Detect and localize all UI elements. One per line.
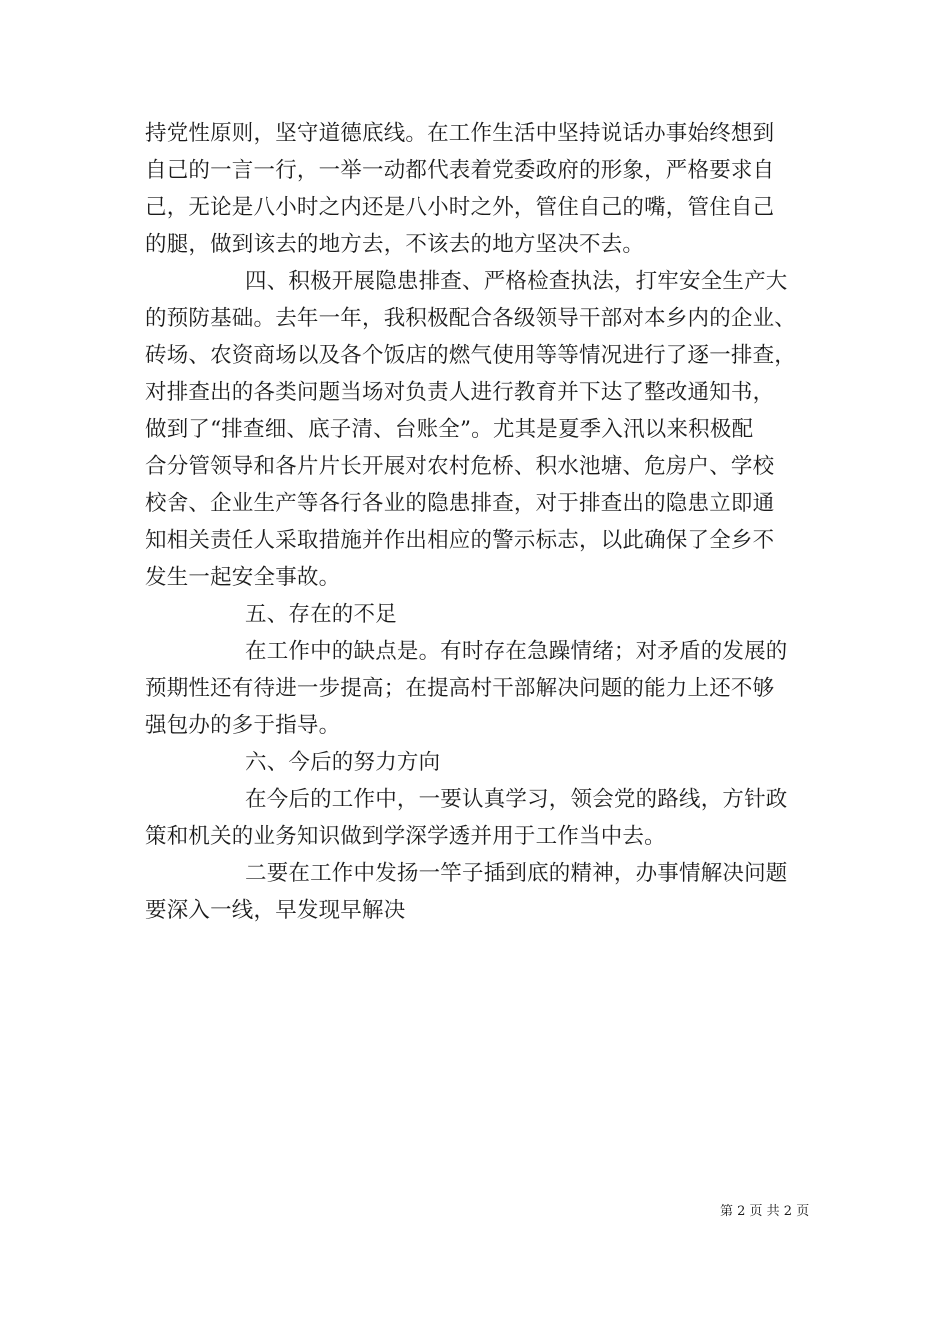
text-line: 对排查出的各类问题当场对负责人进行教育并下达了整改通知书， (145, 380, 775, 405)
paragraph-start-line: 在今后的工作中，一要认真学习，领会党的路线，方针政 (245, 787, 788, 812)
text-line: 校舍、企业生产等各行各业的隐患排查，对于排查出的隐患立即通 (145, 491, 775, 516)
text-line: 发生一起安全事故。 (145, 565, 341, 590)
text-line: 强包办的多于指导。 (145, 713, 341, 738)
text-line: 的预防基础。去年一年，我积极配合各级领导干部对本乡内的企业、 (145, 306, 797, 331)
text-line: 己，无论是八小时之内还是八小时之外，管住自己的嘴，管住自己 (145, 195, 775, 220)
text-line: 砖场、农资商场以及各个饭店的燃气使用等等情况进行了逐一排查， (145, 343, 797, 368)
text-line: 的腿，做到该去的地方去，不该去的地方坚决不去。 (145, 232, 645, 257)
text-line: 自己的一言一行，一举一动都代表着党委政府的形象，严格要求自 (145, 158, 775, 183)
document-body (145, 115, 811, 929)
text-line: 做到了“排查细、底子清、台账全”。尤其是夏季入汛以来积极配 (145, 417, 754, 442)
paragraph-start-line: 在工作中的缺点是。有时存在急躁情绪；对矛盾的发展的 (245, 639, 788, 664)
page-number-footer: 第 2 页 共 2 页 (720, 1204, 810, 1219)
section-heading-line: 四、积极开展隐患排查、严格检查执法，打牢安全生产大 (245, 269, 788, 294)
text-line: 策和机关的业务知识做到学深学透并用于工作当中去。 (145, 824, 666, 849)
text-line: 知相关责任人采取措施并作出相应的警示标志，以此确保了全乡不 (145, 528, 775, 553)
text-line: 合分管领导和各片片长开展对农村危桥、积水池塘、危房户、学校 (145, 454, 775, 479)
section-heading-line: 五、存在的不足 (245, 602, 397, 627)
text-line: 预期性还有待进一步提高；在提高村干部解决问题的能力上还不够 (145, 676, 775, 701)
section-heading-line: 六、今后的努力方向 (245, 750, 441, 775)
paragraph-start-line: 二要在工作中发扬一竿子插到底的精神，办事情解决问题 (245, 861, 788, 886)
text-line: 持党性原则，坚守道德底线。在工作生活中坚持说话办事始终想到 (145, 121, 775, 146)
text-line: 要深入一线，早发现早解决 (145, 898, 406, 923)
